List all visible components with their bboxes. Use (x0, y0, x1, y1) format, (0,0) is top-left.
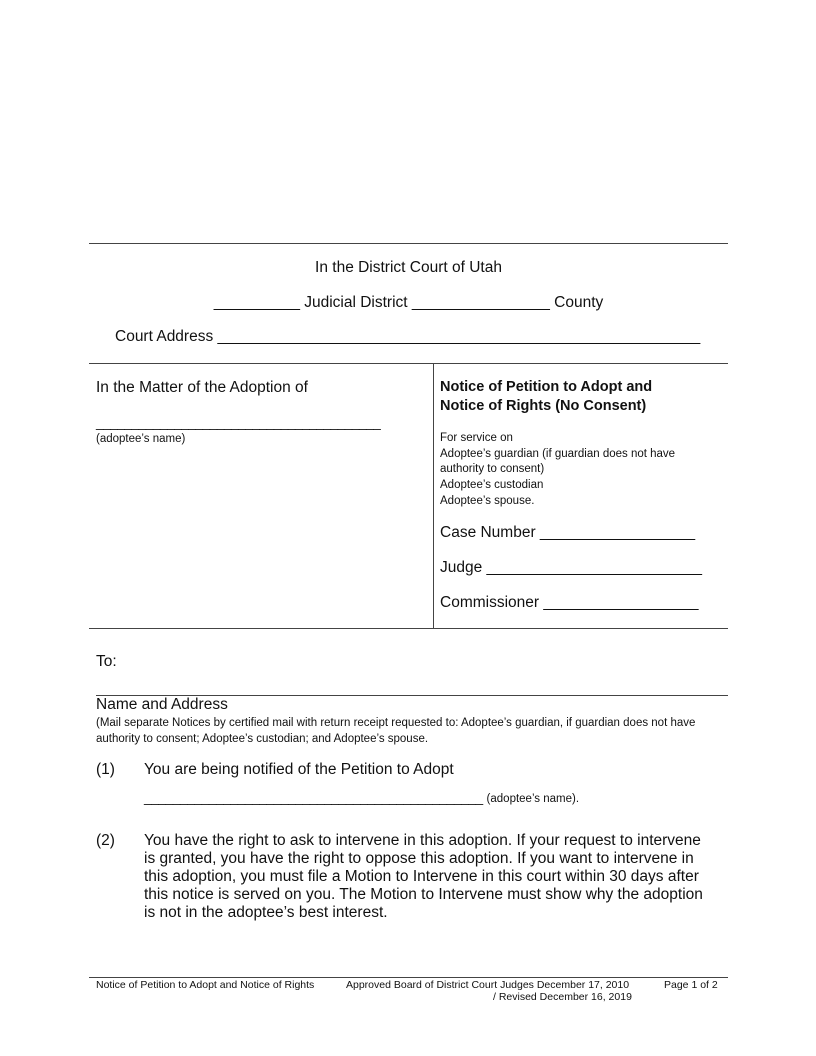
mailing-instructions: (Mail separate Notices by certified mail with return receipt requested to: Adoptee’s guardian, if guardian does not have authority to consent; Adoptee’s custodian; and Adoptee’s spouse. (96, 717, 696, 745)
district-county-line: __________ Judicial District ________________ County (213, 294, 604, 311)
to-label: To: (96, 653, 117, 670)
footer-form-title: Notice of Petition to Adopt and Notice of Rights (96, 979, 315, 991)
document-title-line1: Notice of Petition to Adopt and (440, 379, 653, 395)
adoptee-name-blank[interactable]: ________________________________________ (96, 415, 381, 430)
adoptee-name-hint: (adoptee’s name) (96, 433, 186, 445)
service-line: Adoptee’s spouse. (440, 495, 535, 507)
service-line: authority to consent) (440, 463, 545, 475)
caption-divider (433, 363, 434, 628)
service-line: For service on (440, 432, 513, 444)
court-address-line (115, 328, 700, 346)
case-number-field[interactable]: Case Number __________________ (440, 524, 696, 541)
footer-page-number: Page 1 of 2 (664, 979, 718, 991)
item-number: (1) (96, 761, 115, 778)
caption-bottom-rule (89, 628, 728, 629)
item-text: You are being notified of the Petition to Adopt (144, 761, 454, 778)
document-title-line2: Notice of Rights (No Consent) (440, 398, 647, 414)
caption-top-rule (89, 363, 728, 364)
court-address-label: Court Address (115, 328, 214, 345)
court-title: In the District Court of Utah (315, 259, 502, 276)
adoptee-name-blank-2[interactable]: _______________________________________________ (144, 790, 483, 805)
adoptee-name-hint-2: (adoptee’s name). (486, 793, 580, 805)
court-address-blank[interactable]: ________________________________________________________ (217, 328, 701, 345)
footer-revision: / Revised December 16, 2019 (493, 991, 632, 1003)
service-line: Adoptee’s custodian (440, 479, 544, 491)
adoptee-name-line (144, 790, 579, 805)
item-number: (2) (96, 832, 115, 849)
judge-field[interactable]: Judge _________________________ (440, 559, 703, 576)
top-rule (89, 243, 728, 244)
name-address-label: Name and Address (96, 696, 228, 713)
commissioner-field[interactable]: Commissioner __________________ (440, 594, 699, 611)
footer-rule (89, 977, 728, 978)
matter-label: In the Matter of the Adoption of (96, 379, 308, 396)
item-text: You have the right to ask to intervene in this adoption. If your request to intervene is granted, you have the right to oppose this adoption. If you want to intervene in this adoption, you must file a Motion to Intervene in this court within 30 days after this notice is served on you. The Motion to Intervene must show why the adoption is not in the adoptee’s best interest. (144, 832, 703, 921)
footer-approval: Approved Board of District Court Judges December 17, 2010 (346, 979, 630, 991)
service-line: Adoptee’s guardian (if guardian does not have (440, 448, 676, 460)
